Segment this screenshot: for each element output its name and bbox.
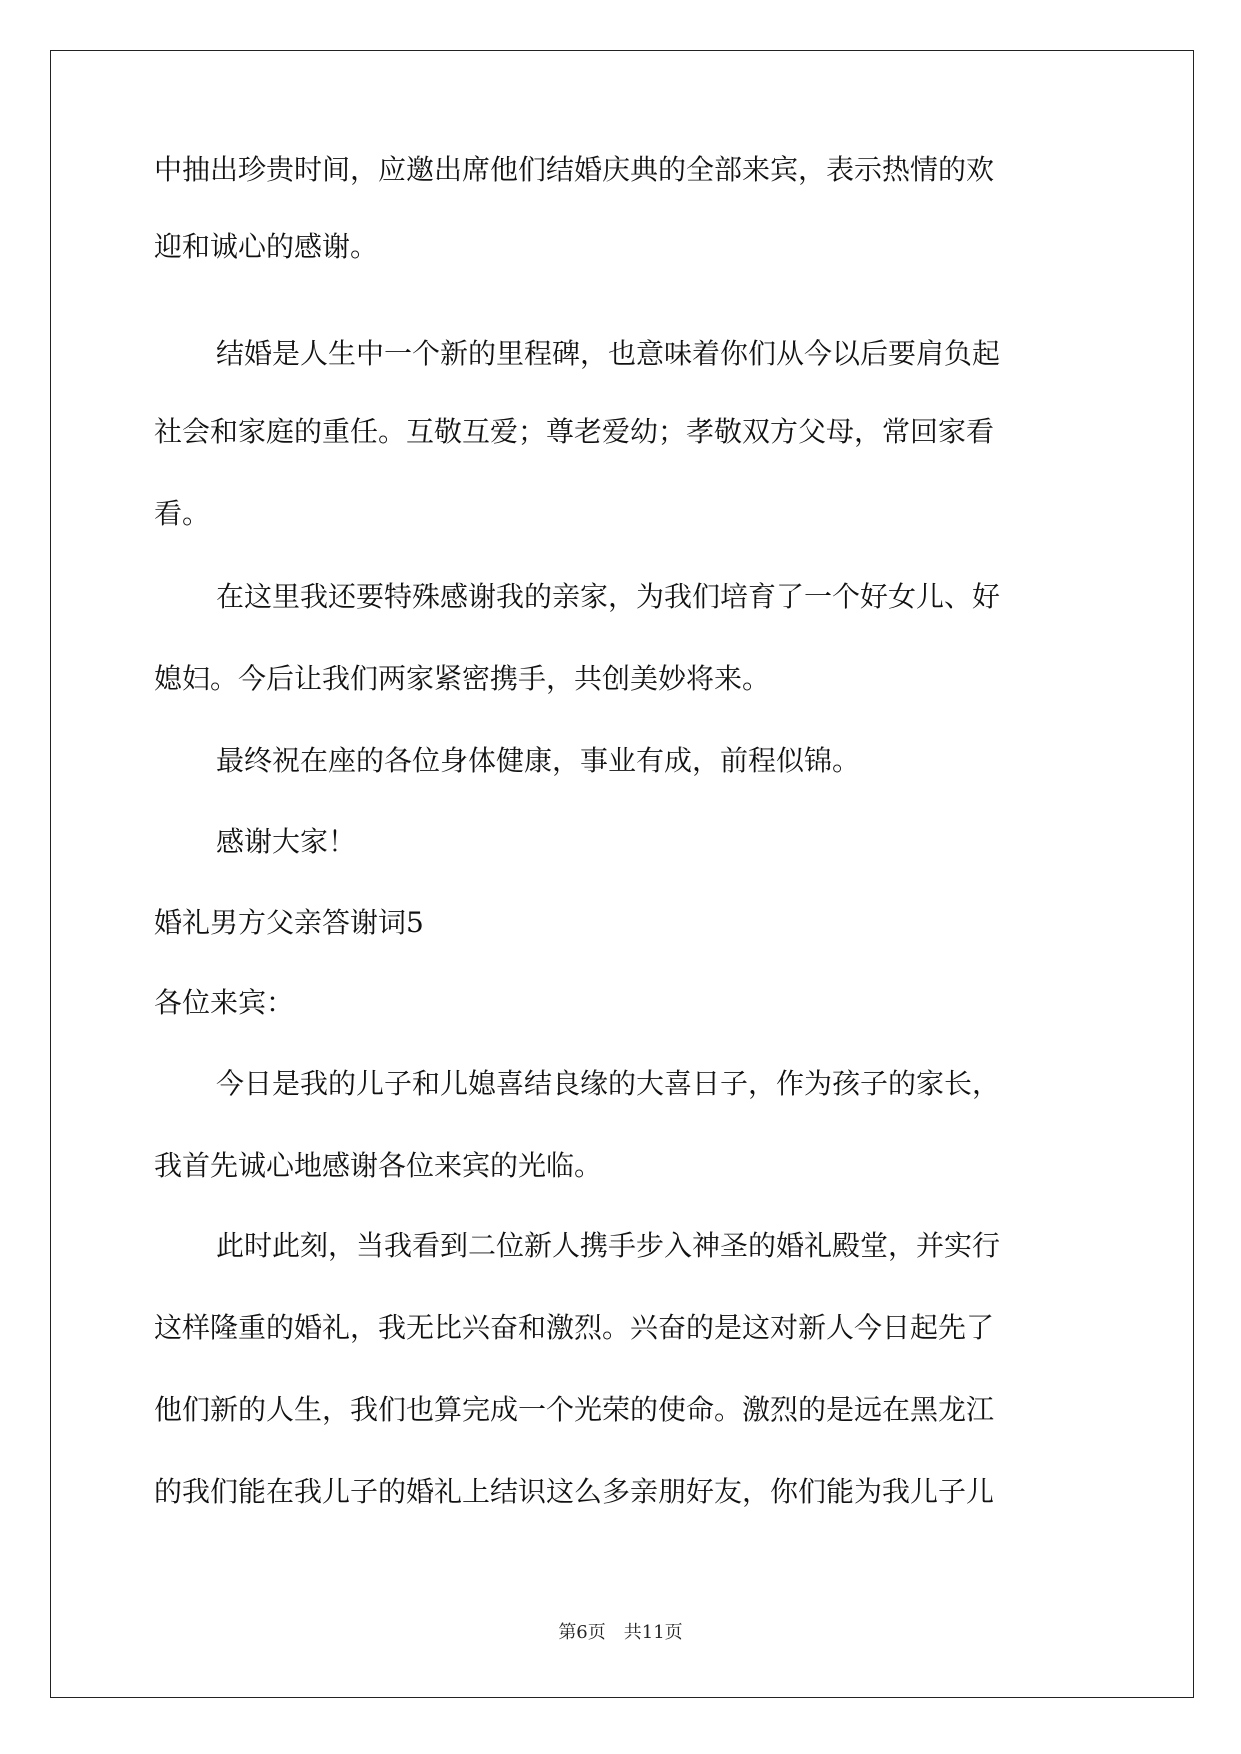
page-total: 共11页	[623, 1622, 683, 1643]
text-line: 媳妇。今后让我们两家紧密携手，共创美妙将来。	[154, 662, 771, 695]
text-line: 今日是我的儿子和儿媳喜结良缘的大喜日子，作为孩子的家长，	[216, 1067, 1001, 1100]
text-line: 结婚是人生中一个新的里程碑，也意味着你们从今以后要肩负起	[216, 337, 1001, 370]
text-line: 此时此刻，当我看到二位新人携手步入神圣的婚礼殿堂，并实行	[216, 1229, 1001, 1262]
text-line: 我首先诚心地感谢各位来宾的光临。	[154, 1149, 603, 1182]
salutation: 各位来宾：	[154, 986, 295, 1019]
text-line: 中抽出珍贵时间，应邀出席他们结婚庆典的全部来宾，表示热情的欢	[154, 153, 995, 186]
text-line: 看。	[154, 497, 211, 530]
text-line: 他们新的人生，我们也算完成一个光荣的使命。激烈的是远在黑龙江	[154, 1393, 995, 1426]
page-number: 第6页	[558, 1622, 606, 1643]
section-heading: 婚礼男方父亲答谢词5	[154, 906, 424, 939]
text-line: 社会和家庭的重任。互敬互爱；尊老爱幼；孝敬双方父母，常回家看	[154, 415, 995, 448]
text-line: 这样隆重的婚礼，我无比兴奋和激烈。兴奋的是这对新人今日起先了	[154, 1311, 995, 1344]
text-line: 在这里我还要特殊感谢我的亲家，为我们培育了一个好女儿、好	[216, 580, 1001, 613]
text-line: 迎和诚心的感谢。	[154, 230, 379, 263]
page-border	[50, 50, 1194, 1698]
text-line: 感谢大家！	[216, 825, 357, 858]
text-line: 最终祝在座的各位身体健康，事业有成，前程似锦。	[216, 744, 861, 777]
page-footer	[0, 1618, 1241, 1644]
text-line: 的我们能在我儿子的婚礼上结识这么多亲朋好友，你们能为我儿子儿	[154, 1475, 995, 1508]
